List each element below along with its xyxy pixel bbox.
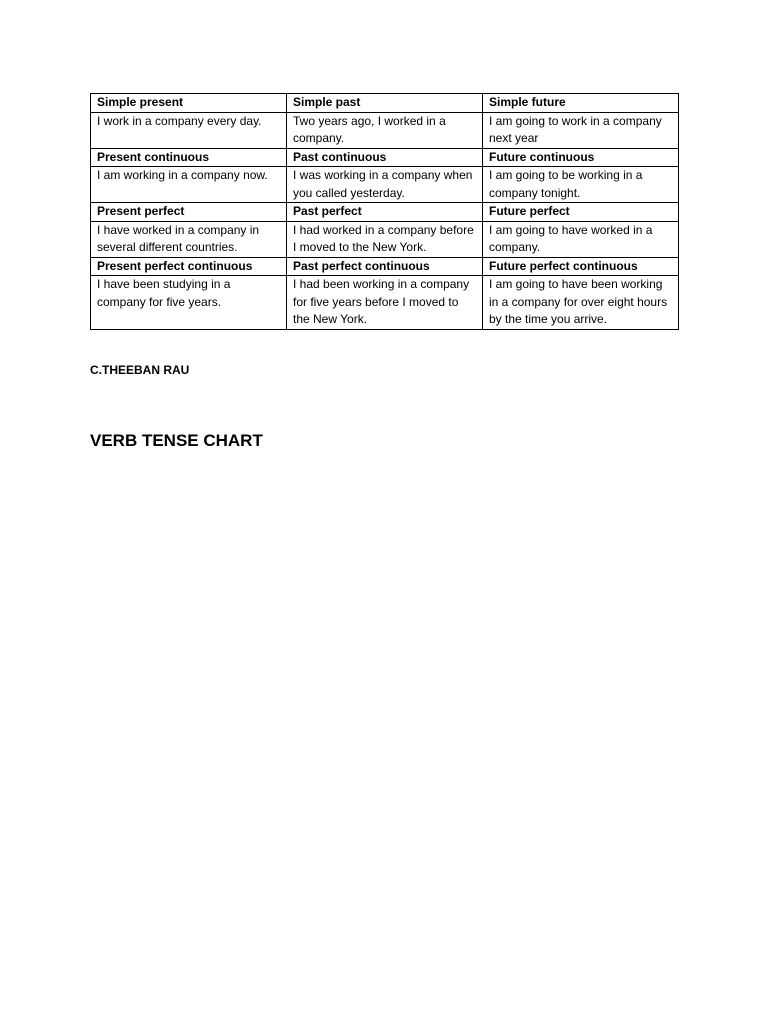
table-header-row — [91, 94, 679, 113]
table-row — [91, 167, 679, 203]
verb-tense-table — [90, 93, 679, 330]
example-simple-past: Two years ago, I worked in a company. — [287, 112, 483, 148]
table-row — [91, 221, 679, 257]
table-header-row — [91, 203, 679, 222]
example-simple-future: I am going to work in a company next year — [483, 112, 679, 148]
header-simple-future: Simple future — [483, 94, 679, 113]
example-simple-present: I work in a company every day. — [91, 112, 287, 148]
header-past-continuous: Past continuous — [287, 148, 483, 167]
example-past-continuous: I was working in a company when you called yesterday. — [287, 167, 483, 203]
example-present-continuous: I am working in a company now. — [91, 167, 287, 203]
header-present-continuous: Present continuous — [91, 148, 287, 167]
example-present-perfect-continuous: I have been studying in a company for five years. — [91, 276, 287, 330]
header-past-perfect: Past perfect — [287, 203, 483, 222]
header-future-perfect-continuous: Future perfect continuous — [483, 257, 679, 276]
table-header-row — [91, 148, 679, 167]
header-future-continuous: Future continuous — [483, 148, 679, 167]
example-present-perfect: I have worked in a company in several different countries. — [91, 221, 287, 257]
header-present-perfect: Present perfect — [91, 203, 287, 222]
author-name: C.THEEBAN RAU — [90, 363, 190, 377]
example-past-perfect: I had worked in a company before I moved to the New York. — [287, 221, 483, 257]
header-past-perfect-continuous: Past perfect continuous — [287, 257, 483, 276]
table-row — [91, 276, 679, 330]
table-header-row — [91, 257, 679, 276]
example-past-perfect-continuous: I had been working in a company for five years before I moved to the New York. — [287, 276, 483, 330]
header-present-perfect-continuous: Present perfect continuous — [91, 257, 287, 276]
table-row — [91, 112, 679, 148]
example-future-perfect: I am going to have worked in a company. — [483, 221, 679, 257]
example-future-perfect-continuous: I am going to have been working in a company for over eight hours by the time you arrive. — [483, 276, 679, 330]
header-future-perfect: Future perfect — [483, 203, 679, 222]
example-future-continuous: I am going to be working in a company tonight. — [483, 167, 679, 203]
document-title: VERB TENSE CHART — [90, 431, 263, 450]
header-simple-present: Simple present — [91, 94, 287, 113]
header-simple-past: Simple past — [287, 94, 483, 113]
